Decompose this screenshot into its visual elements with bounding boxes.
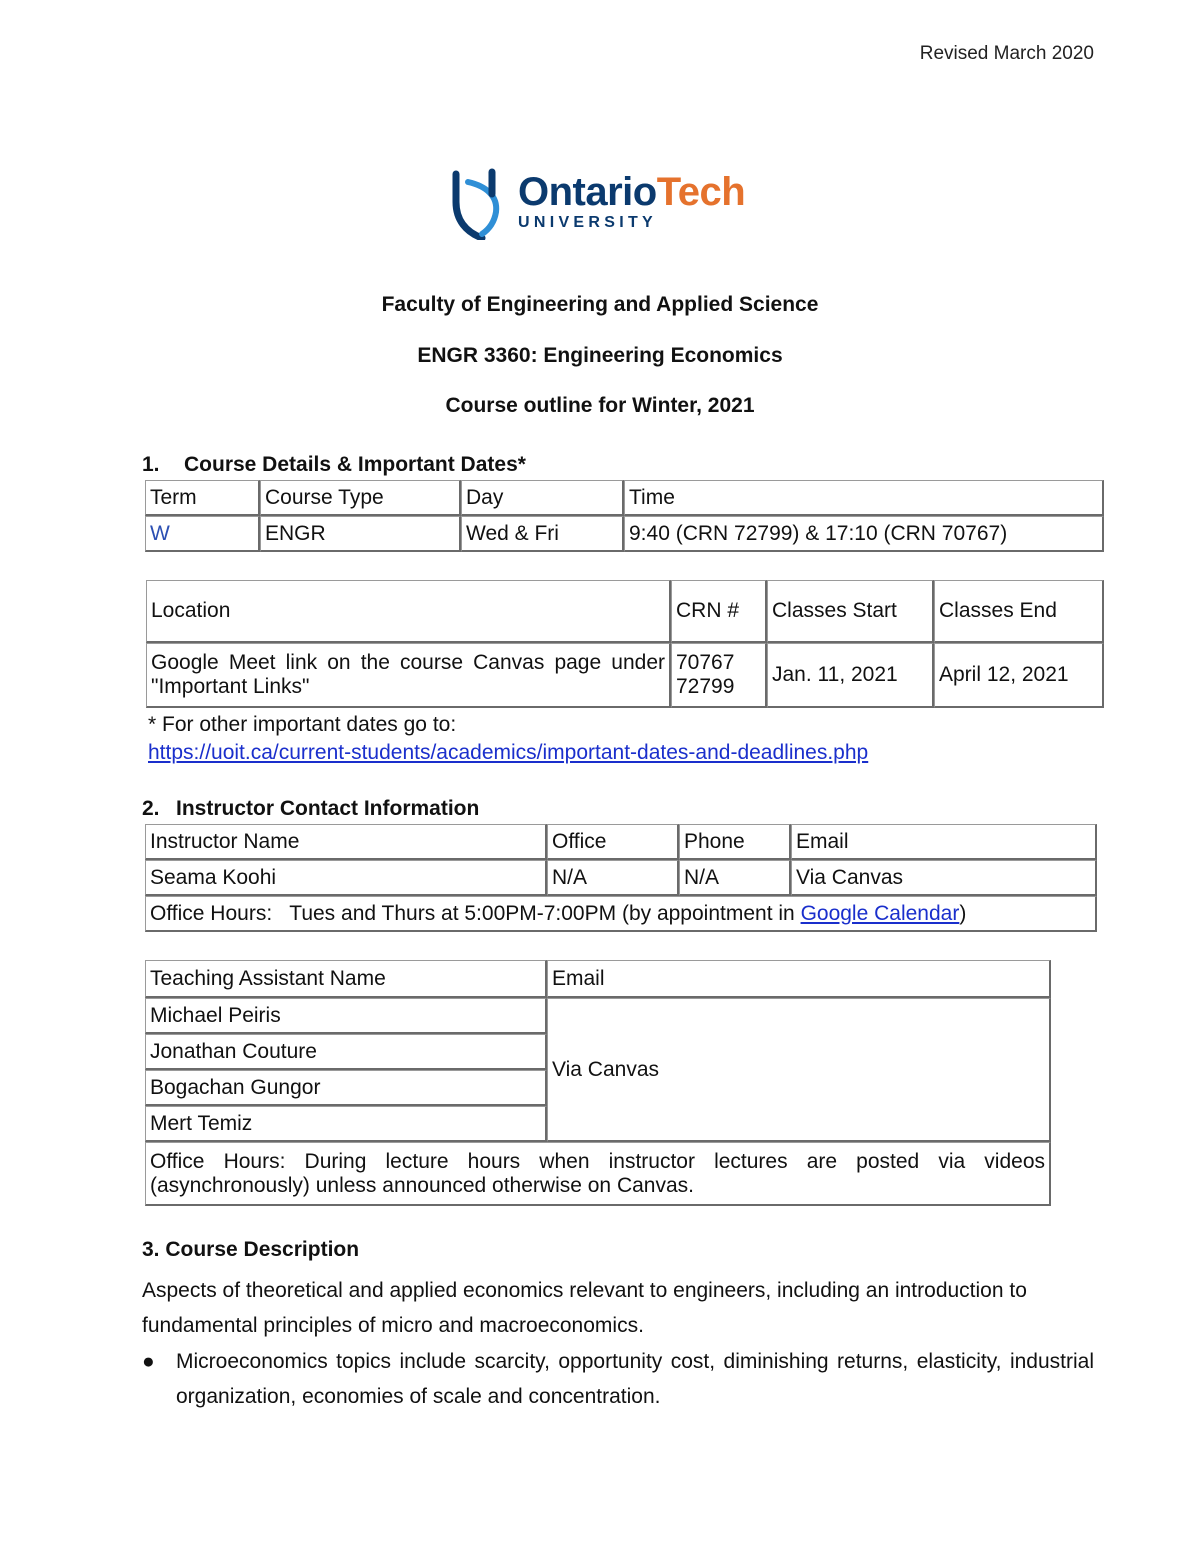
ta-office-hours-row [145, 1142, 1051, 1206]
important-dates-note [148, 711, 868, 767]
table-header-row [146, 580, 1104, 643]
revised-date: Revised March 2020 [919, 43, 1094, 64]
cell-time: 9:40 (CRN 72799) & 17:10 (CRN 70767) [624, 516, 1104, 552]
table-header-row [145, 960, 1051, 998]
header-classes-start: Classes Start [767, 580, 934, 643]
cell-crn [671, 643, 767, 708]
outline-title: Course outline for Winter, 2021 [445, 394, 755, 417]
table-row [145, 860, 1097, 896]
cell-day: Wed & Fri [461, 516, 624, 552]
logo-name: Ontario [518, 170, 657, 214]
table-header-row [145, 480, 1104, 516]
shield-icon [452, 168, 514, 240]
course-description: Aspects of theoretical and applied economics relevant to engineers, including an introduction to fundamental principles of micro and macroeconomics. [142, 1279, 1027, 1337]
cell-classes-start: Jan. 11, 2021 [767, 643, 934, 708]
header-crn: CRN # [671, 580, 767, 643]
table-row [145, 516, 1104, 552]
cell-ta-email: Via Canvas [547, 998, 1051, 1142]
cell-classes-end: April 12, 2021 [934, 643, 1104, 708]
cell-ta-office-hours: Office Hours: During lecture hours when instructor lectures are posted via videos (asynchronously) unless announced otherwise on Canvas. [145, 1142, 1051, 1206]
table-row [146, 643, 1104, 708]
cell-ta-name: Mert Temiz [145, 1106, 547, 1142]
cell-ta-name: Michael Peiris [145, 998, 547, 1034]
header-ta-email: Email [547, 960, 1051, 998]
course-details-table [145, 480, 1104, 552]
cell-course-type: ENGR [260, 516, 461, 552]
cell-ta-name: Jonathan Couture [145, 1034, 547, 1070]
location-table [146, 580, 1104, 708]
course-title: ENGR 3360: Engineering Economics [417, 344, 783, 367]
section-1-heading [142, 453, 526, 477]
instructor-table [145, 824, 1097, 932]
section-2-number: 2. [142, 797, 160, 820]
header-day: Day [461, 480, 624, 516]
cell-office-hours [145, 896, 1097, 932]
section-1-title: Course Details & Important Dates* [184, 453, 526, 476]
table-row [145, 998, 1051, 1034]
bullet-icon: ● [142, 1350, 155, 1373]
cell-instructor-name: Seama Koohi [145, 860, 547, 896]
header-location: Location [146, 580, 671, 643]
header-classes-end: Classes End [934, 580, 1104, 643]
cell-term: W [145, 516, 260, 552]
list-item [142, 1344, 1094, 1414]
cell-phone: N/A [679, 860, 791, 896]
google-calendar-link[interactable]: Google Calendar [800, 901, 960, 925]
table-header-row [145, 824, 1097, 860]
important-dates-link[interactable]: https://uoit.ca/current-students/academics/important-dates-and-deadlines.php [148, 741, 869, 764]
section-3-heading: 3. Course Description [142, 1238, 360, 1261]
bullet-text: Microeconomics topics include scarcity, opportunity cost, diminishing returns, elasticity, industrial organization, economies of scale and concentration. [176, 1350, 1094, 1408]
crn-2: 72799 [676, 675, 735, 698]
header-instructor-name: Instructor Name [145, 824, 547, 860]
cell-office: N/A [547, 860, 679, 896]
header-email: Email [791, 824, 1097, 860]
section-2-heading [142, 797, 479, 821]
header-office: Office [547, 824, 679, 860]
ta-table [145, 960, 1051, 1206]
cell-ta-name: Bogachan Gungor [145, 1070, 547, 1106]
section-1-number: 1. [142, 453, 160, 476]
office-hours-text: Office Hours: Tues and Thurs at 5:00PM-7:00PM (by appointment in [150, 901, 801, 925]
cell-email: Via Canvas [791, 860, 1097, 896]
logo-tech: Tech [656, 170, 746, 214]
header-phone: Phone [679, 824, 791, 860]
header-time: Time [624, 480, 1104, 516]
section-2-title: Instructor Contact Information [176, 797, 480, 820]
office-hours-close: ) [959, 901, 967, 925]
header-ta-name: Teaching Assistant Name [145, 960, 547, 998]
faculty-title: Faculty of Engineering and Applied Science [381, 293, 819, 316]
cell-location: Google Meet link on the course Canvas page under "Important Links" [146, 643, 671, 708]
crn-1: 70767 [676, 651, 735, 674]
logo-subtitle: UNIVERSITY [518, 214, 658, 231]
header-course-type: Course Type [260, 480, 461, 516]
office-hours-row [145, 896, 1097, 932]
university-logo [452, 168, 752, 240]
note-text: * For other important dates go to: [148, 713, 457, 736]
header-term: Term [145, 480, 260, 516]
